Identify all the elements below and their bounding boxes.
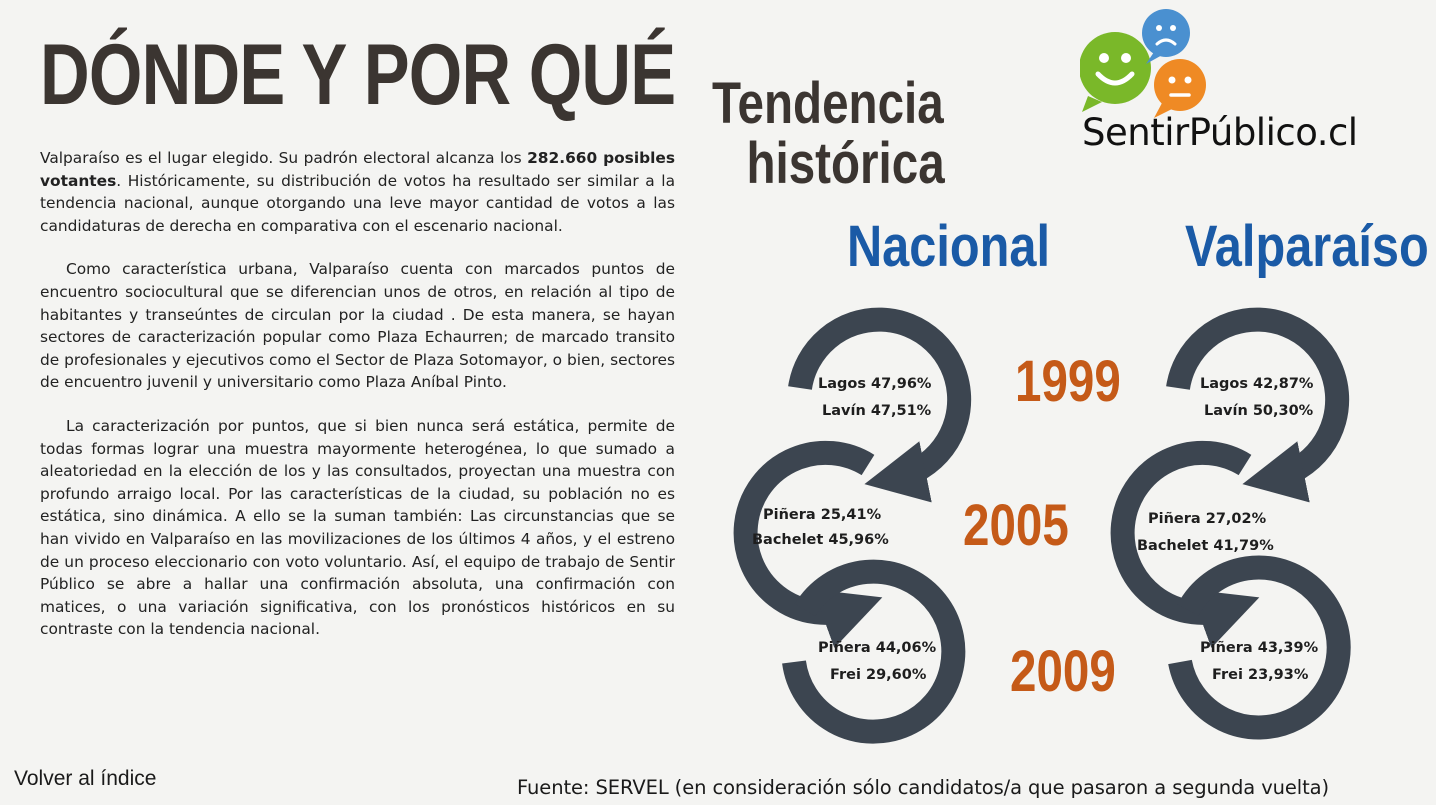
nacional-2009-line2: Frei 29,60% (830, 667, 927, 683)
nacional-heading: Nacional (847, 214, 1051, 279)
year-2005: 2005 (963, 493, 1069, 558)
valparaiso-2009-line1: Piñera 43,39% (1200, 640, 1319, 656)
paragraph-2: Como característica urbana, Valparaíso cuenta con marcados puntos de encuentro sociocultural que se diferencian unos de otros, en relación al tipo de habitantes y transeúntes de circulan por la ciudad . De esta manera, se hayan sectores de caracterización popular como Plaza Echaurren; de marcado transito de profesionales y ejecutivos como el Sector de Plaza Sotomayor, o bien, sectores de encuentro juvenil y universitario como Plaza Aníbal Pinto. (40, 260, 675, 392)
valparaiso-arrow-2005 (1123, 453, 1245, 613)
trend-heading-line2: histórica (746, 131, 945, 196)
valparaiso-2005-line1: Piñera 27,02% (1148, 511, 1267, 527)
nacional-2005-line2: Bachelet 45,96% (752, 532, 889, 548)
nacional-2005-line1: Piñera 25,41% (763, 507, 882, 523)
neutral-bubble-icon (1154, 59, 1206, 118)
back-to-index-link[interactable]: Volver al índice (14, 767, 157, 790)
voter-count: 282.660 posibles votantes (40, 149, 675, 190)
valparaiso-1999-line1: Lagos 42,87% (1200, 376, 1314, 392)
year-1999: 1999 (1015, 349, 1121, 414)
sad-bubble-icon (1142, 9, 1190, 64)
year-2009: 2009 (1010, 639, 1116, 704)
happy-bubble-icon (1080, 32, 1151, 112)
valparaiso-2005-line2: Bachelet 41,79% (1137, 538, 1274, 554)
logo-word-publico: Público (1188, 111, 1317, 154)
paragraph-1-end: . Históricamente, su distribución de votos ha resultado ser similar a la tendencia nacional, aunque otorgando una leve mayor cantidad de votos a las candidaturas de derecha en comparativa con el escenario nacional. (40, 171, 675, 235)
source-note: Fuente: SERVEL (en consideración sólo candidatos/a que pasaron a segunda vuelta) (517, 776, 1330, 799)
logo-wordmark (1082, 112, 1358, 154)
paragraph-3: La caracterización por puntos, que si bien nunca será estática, permite de todas formas lograr una muestra mayormente heterogénea, lo que sumado a aleatoriedad en la elección de los y las consultados, proyectan una muestra con profundo arraigo local. Por las características de la ciudad, su población no es estática, sino dinámica. A ello se la suman también: Las circunstancias que se han vivido en Valparaíso en las movilizaciones de los últimos 4 años, y el estreno de un proceso eleccionario con voto voluntario. Así, el equipo de trabajo de Sentir Público se abre a hallar una confirmación absoluta, una confirmación con matices, o una variación significativa, con los pronósticos históricos en su contraste con la tendencia nacional. (40, 416, 675, 639)
nacional-1999-line2: Lavín 47,51% (822, 403, 932, 419)
valparaiso-heading: Valparaíso (1185, 214, 1429, 279)
nacional-2009-line1: Piñera 44,06% (818, 640, 937, 656)
page-title: DÓNDE Y POR QUÉ (40, 27, 676, 123)
valparaiso-1999-line2: Lavín 50,30% (1204, 403, 1314, 419)
logo-word-domain: .cl (1316, 111, 1358, 154)
valparaiso-2009-line2: Frei 23,93% (1212, 667, 1309, 683)
logo-word-sentir: Sentir (1082, 111, 1189, 154)
nacional-1999-line1: Lagos 47,96% (818, 376, 932, 392)
trend-heading-line1: Tendencia (712, 71, 944, 136)
paragraph-1-start: Valparaíso es el lugar elegido. Su padrón electoral alcanza los (40, 149, 528, 167)
